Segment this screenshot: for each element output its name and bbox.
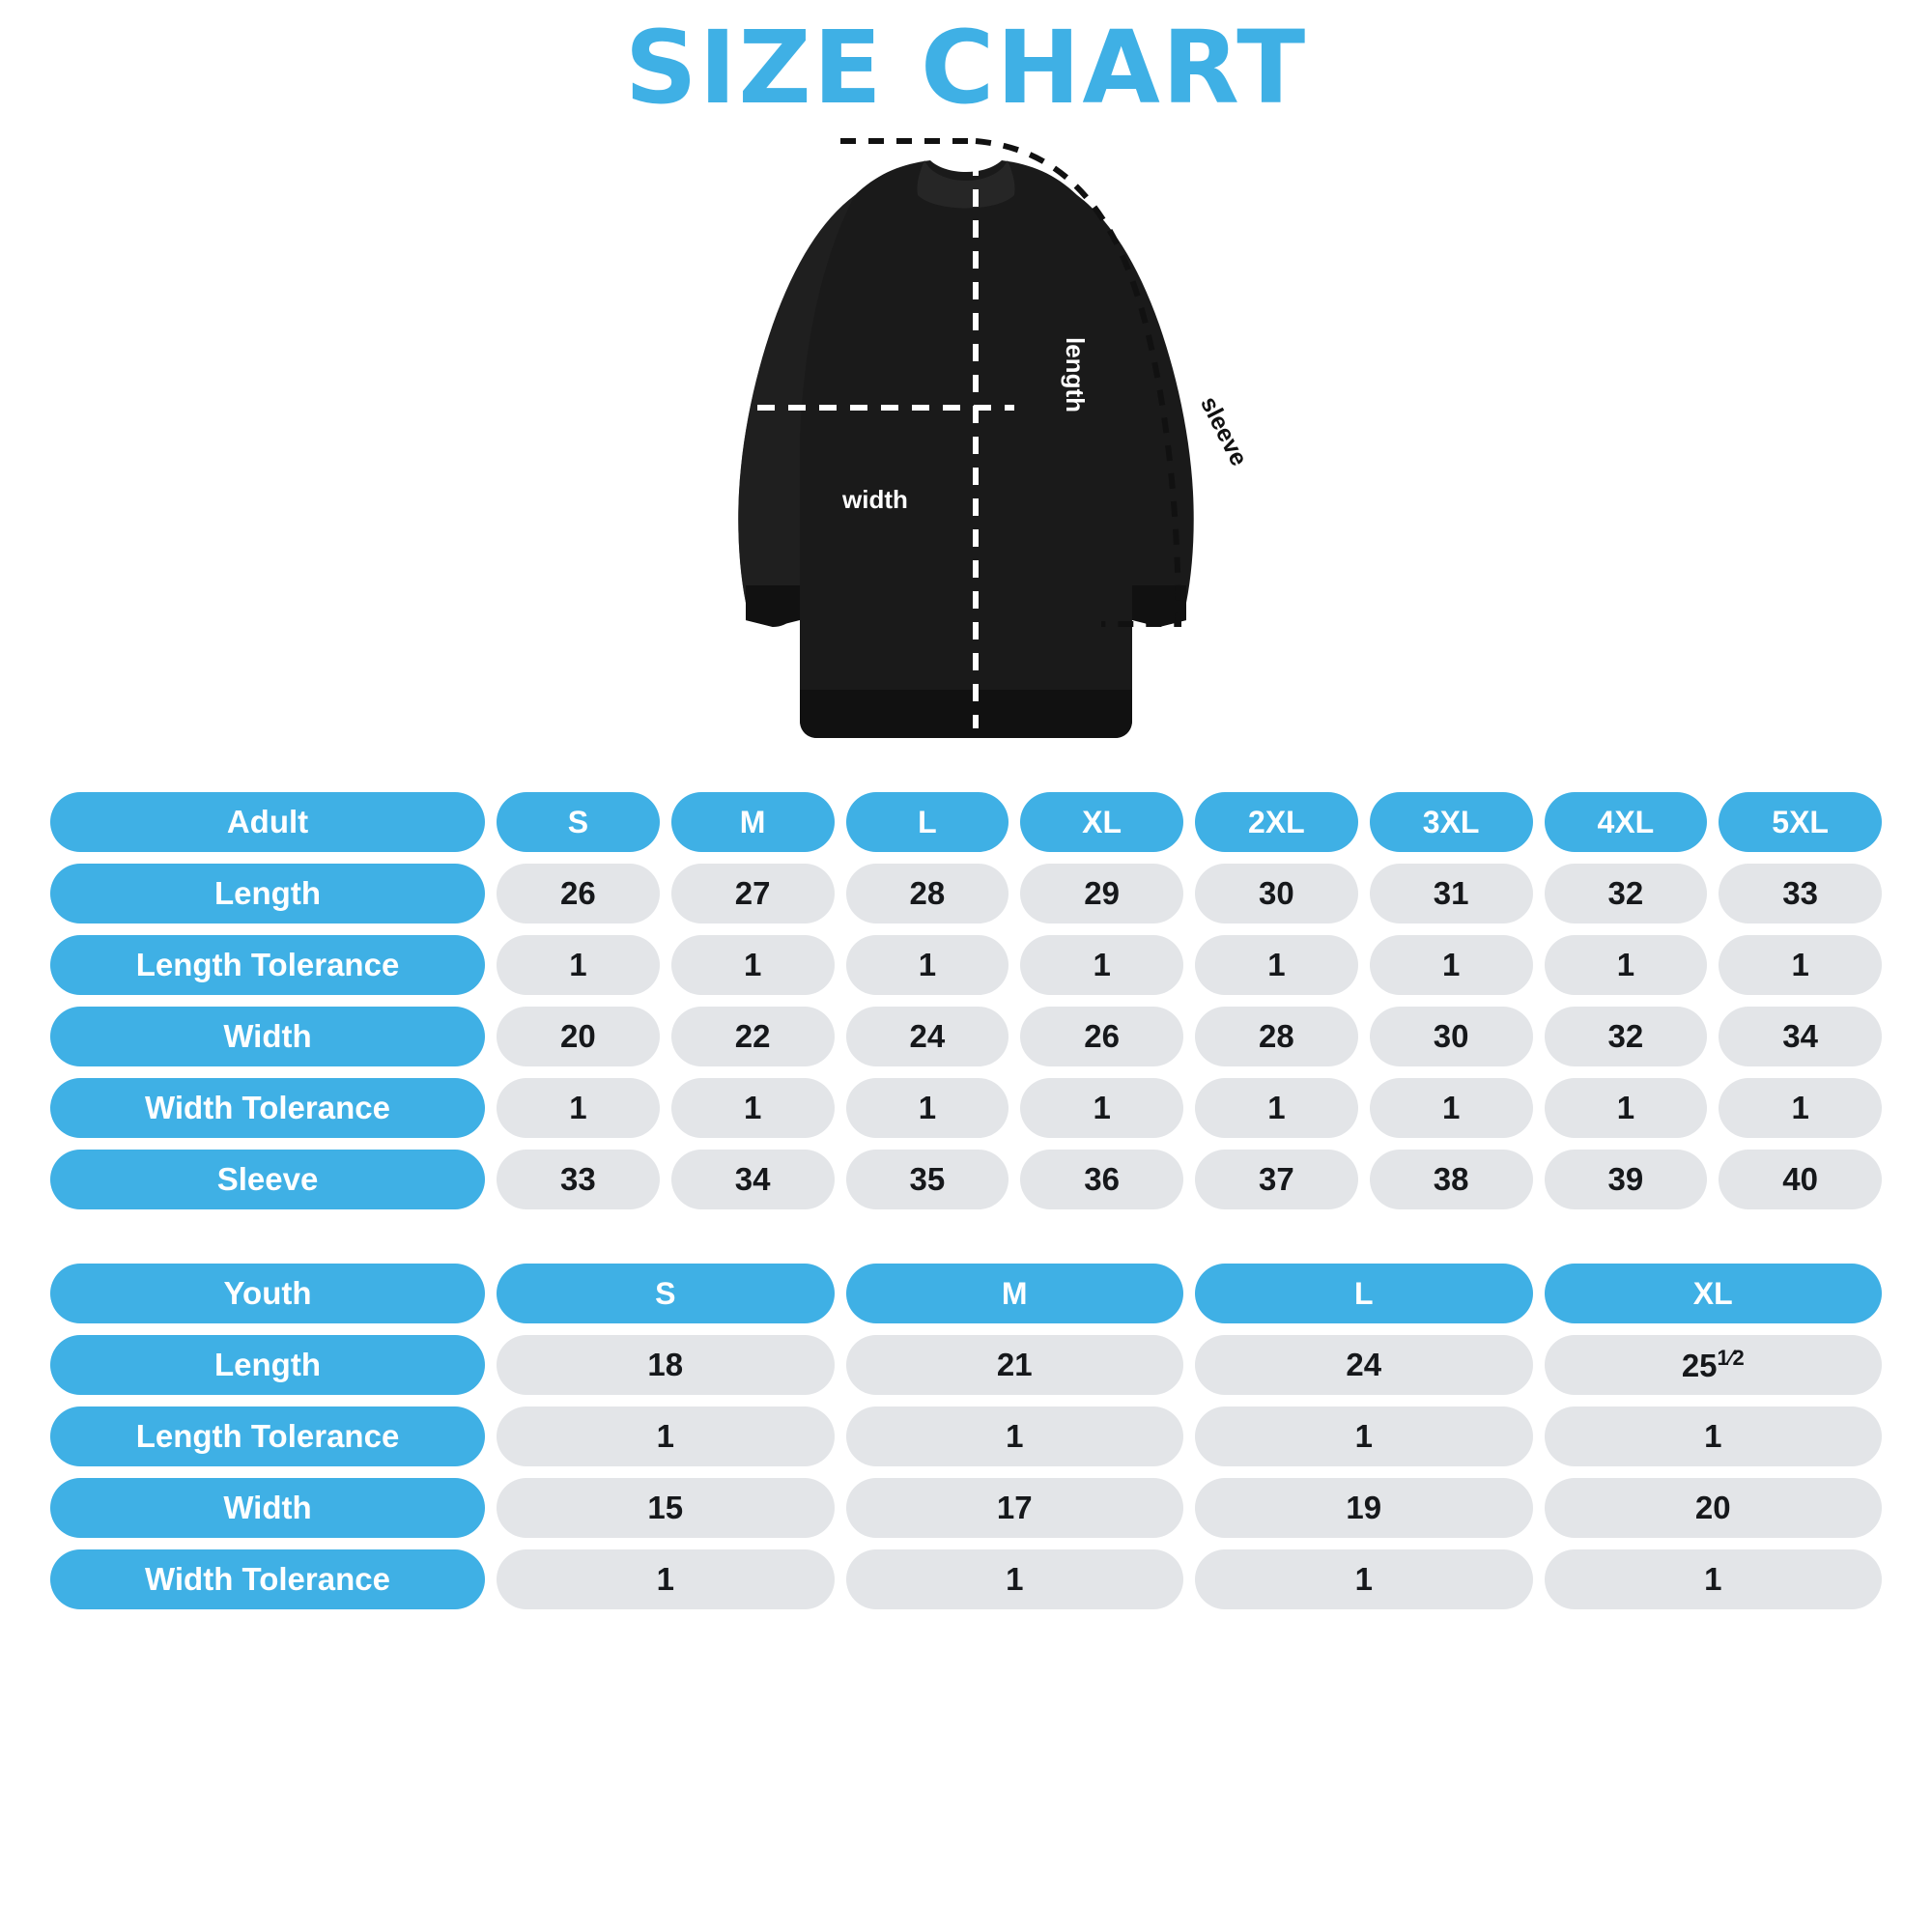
adult-length-tol-xl: 1: [1020, 935, 1183, 995]
youth-length-l: 24: [1195, 1335, 1533, 1395]
adult-col-3xl: 3XL: [1370, 792, 1533, 852]
youth-col-xl: XL: [1545, 1264, 1883, 1323]
adult-col-s: S: [497, 792, 660, 852]
youth-width-l: 19: [1195, 1478, 1533, 1538]
adult-length-tol-l: 1: [846, 935, 1009, 995]
adult-width-tol-2xl: 1: [1195, 1078, 1358, 1138]
adult-sleeve-xl: 36: [1020, 1150, 1183, 1209]
label-width: width: [842, 485, 908, 514]
youth-length-s: 18: [497, 1335, 835, 1395]
adult-length-tol-3xl: 1: [1370, 935, 1533, 995]
adult-width-l: 24: [846, 1007, 1009, 1066]
adult-sleeve-5xl: 40: [1719, 1150, 1882, 1209]
garment-illustration: [0, 129, 1932, 786]
youth-length-xl: $25^{1⁄2}$: [1545, 1335, 1883, 1395]
adult-width-tol-l: 1: [846, 1078, 1009, 1138]
adult-length-4xl: 32: [1545, 864, 1708, 923]
adult-width-tol-m: 1: [671, 1078, 835, 1138]
page-title: SIZE CHART: [624, 9, 1308, 127]
youth-row-label-length: Length: [50, 1335, 485, 1395]
youth-col-l: L: [1195, 1264, 1533, 1323]
youth-width-tol-xl: 1: [1545, 1549, 1883, 1609]
adult-sleeve-s: 33: [497, 1150, 660, 1209]
adult-size-table: [0, 792, 1932, 1209]
label-sleeve: sleeve: [1195, 392, 1253, 470]
youth-length-tol-xl: 1: [1545, 1406, 1883, 1466]
youth-width-xl: 20: [1545, 1478, 1883, 1538]
adult-col-4xl: 4XL: [1545, 792, 1708, 852]
adult-row-label-width: Width: [50, 1007, 485, 1066]
adult-width-xl: 26: [1020, 1007, 1183, 1066]
youth-row-label-width: Width: [50, 1478, 485, 1538]
adult-width-4xl: 32: [1545, 1007, 1708, 1066]
adult-width-s: 20: [497, 1007, 660, 1066]
adult-sleeve-2xl: 37: [1195, 1150, 1358, 1209]
adult-width-3xl: 30: [1370, 1007, 1533, 1066]
youth-table-header: Youth: [50, 1264, 485, 1323]
adult-length-xl: 29: [1020, 864, 1183, 923]
adult-sleeve-3xl: 38: [1370, 1150, 1533, 1209]
adult-length-tol-s: 1: [497, 935, 660, 995]
adult-col-l: L: [846, 792, 1009, 852]
youth-width-tol-l: 1: [1195, 1549, 1533, 1609]
youth-length-tol-m: 1: [846, 1406, 1184, 1466]
youth-width-m: 17: [846, 1478, 1184, 1538]
label-length: length: [1061, 337, 1090, 412]
adult-length-5xl: 33: [1719, 864, 1882, 923]
adult-col-m: M: [671, 792, 835, 852]
adult-width-5xl: 34: [1719, 1007, 1882, 1066]
adult-table-header: Adult: [50, 792, 485, 852]
adult-sleeve-m: 34: [671, 1150, 835, 1209]
adult-length-s: 26: [497, 864, 660, 923]
adult-length-m: 27: [671, 864, 835, 923]
adult-width-tol-xl: 1: [1020, 1078, 1183, 1138]
adult-width-2xl: 28: [1195, 1007, 1358, 1066]
youth-width-tol-s: 1: [497, 1549, 835, 1609]
adult-row-label-length-tolerance: Length Tolerance: [50, 935, 485, 995]
youth-row-label-length-tolerance: Length Tolerance: [50, 1406, 485, 1466]
adult-row-label-width-tolerance: Width Tolerance: [50, 1078, 485, 1138]
adult-length-tol-5xl: 1: [1719, 935, 1882, 995]
youth-length-m: 21: [846, 1335, 1184, 1395]
adult-length-tol-2xl: 1: [1195, 935, 1358, 995]
youth-col-m: M: [846, 1264, 1184, 1323]
adult-row-label-length: Length: [50, 864, 485, 923]
adult-width-tol-4xl: 1: [1545, 1078, 1708, 1138]
youth-col-s: S: [497, 1264, 835, 1323]
adult-length-tol-4xl: 1: [1545, 935, 1708, 995]
adult-col-xl: XL: [1020, 792, 1183, 852]
adult-width-m: 22: [671, 1007, 835, 1066]
adult-width-tol-5xl: 1: [1719, 1078, 1882, 1138]
adult-col-5xl: 5XL: [1719, 792, 1882, 852]
youth-width-s: 15: [497, 1478, 835, 1538]
adult-sleeve-l: 35: [846, 1150, 1009, 1209]
adult-width-tol-3xl: 1: [1370, 1078, 1533, 1138]
adult-length-2xl: 30: [1195, 864, 1358, 923]
youth-size-table: [0, 1264, 1932, 1609]
sweatshirt-graphic: [657, 149, 1275, 767]
adult-width-tol-s: 1: [497, 1078, 660, 1138]
adult-row-label-sleeve: Sleeve: [50, 1150, 485, 1209]
adult-length-l: 28: [846, 864, 1009, 923]
youth-row-label-width-tolerance: Width Tolerance: [50, 1549, 485, 1609]
youth-length-tol-s: 1: [497, 1406, 835, 1466]
adult-length-tol-m: 1: [671, 935, 835, 995]
youth-width-tol-m: 1: [846, 1549, 1184, 1609]
youth-length-tol-l: 1: [1195, 1406, 1533, 1466]
adult-length-3xl: 31: [1370, 864, 1533, 923]
adult-col-2xl: 2XL: [1195, 792, 1358, 852]
adult-sleeve-4xl: 39: [1545, 1150, 1708, 1209]
